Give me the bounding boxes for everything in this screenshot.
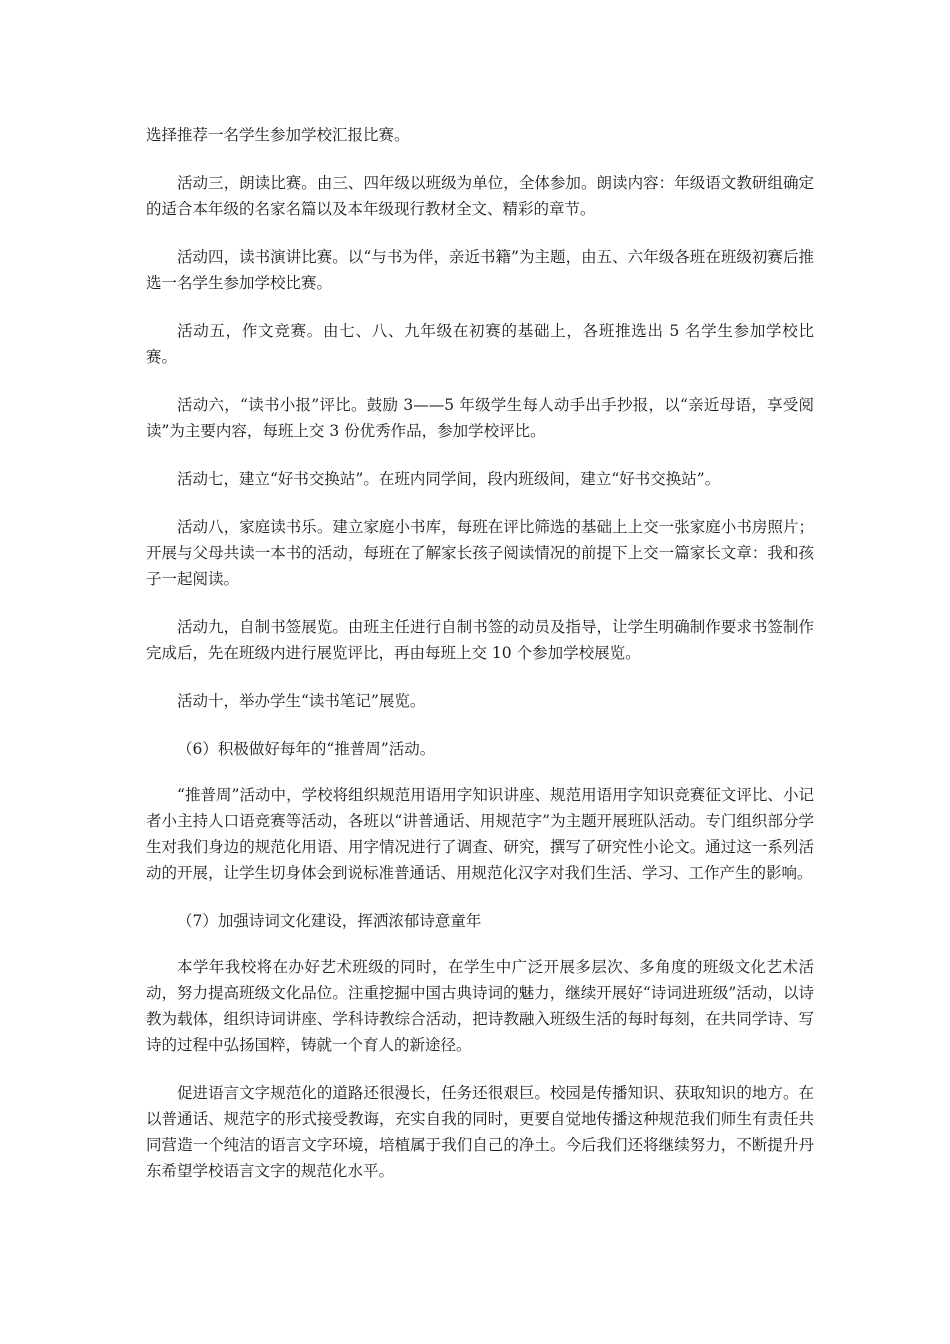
paragraph-activity-5: 活动五，作文竞赛。由七、八、九年级在初赛的基础上，各班推选出 5 名学生参加学校比赛。 bbox=[146, 322, 814, 366]
paragraph-conclusion: 促进语言文字规范化的道路还很漫长，任务还很艰巨。校园是传播知识、获取知识的地方。在以普通话、规范字的形式接受教诲，充实自我的同时，更要自觉地传播这种规范我们师生有责任共同营造一个纯洁的语言文字环境，培植属于我们自己的净土。今后我们还将继续努力，不断提升丹东希望学校语言文字的规范化水平。 bbox=[146, 1084, 814, 1180]
section-heading-6: （6）积极做好每年的“推普周”活动。 bbox=[177, 740, 436, 758]
document-page bbox=[146, 122, 814, 1206]
paragraph-activity-9: 活动九，自制书签展览。由班主任进行自制书签的动员及指导，让学生明确制作要求书签制作完成后，先在班级内进行展览评比，再由每班上交 10 个参加学校展览。 bbox=[146, 618, 814, 662]
paragraph-activity-10: 活动十，举办学生“读书笔记”展览。 bbox=[177, 692, 426, 710]
paragraph-intro: 选择推荐一名学生参加学校汇报比赛。 bbox=[146, 126, 410, 144]
paragraph-activity-8: 活动八，家庭读书乐。建立家庭小书库，每班在评比筛选的基础上上交一张家庭小书房照片；开展与父母共读一本书的活动，每班在了解家长孩子阅读情况的前提下上交一篇家长文章：我和孩子一起阅读。 bbox=[146, 518, 814, 588]
paragraph-activity-6: 活动六，“读书小报”评比。鼓励 3——5 年级学生每人动手出手抄报，以“亲近母语，享受阅读”为主要内容，每班上交 3 份优秀作品，参加学校评比。 bbox=[146, 396, 814, 440]
paragraph-activity-7: 活动七，建立“好书交换站”。在班内同学间，段内班级间，建立“好书交换站”。 bbox=[177, 470, 721, 488]
section-heading-7: （7）加强诗词文化建设，挥洒浓郁诗意童年 bbox=[177, 912, 482, 930]
paragraph-activity-3: 活动三，朗读比赛。由三、四年级以班级为单位，全体参加。朗读内容：年级语文教研组确定的适合本年级的名家名篇以及本年级现行教材全文、精彩的章节。 bbox=[146, 174, 814, 218]
paragraph-activity-4: 活动四，读书演讲比赛。以“与书为伴，亲近书籍”为主题，由五、六年级各班在班级初赛后推选一名学生参加学校比赛。 bbox=[146, 248, 814, 292]
paragraph-putonghua-week: “推普周”活动中，学校将组织规范用语用字知识讲座、规范用语用字知识竞赛征文评比、小记者小主持人口语竞赛等活动，各班以“讲普通话、用规范字”为主题开展班队活动。专门组织部分学生对我们身边的规范化用语、用字情况进行了调查、研究，撰写了研究性小论文。通过这一系列活动的开展，让学生切身体会到说标准普通话、用规范化汉字对我们生活、学习、工作产生的影响。 bbox=[146, 786, 814, 882]
paragraph-poetry-culture: 本学年我校将在办好艺术班级的同时，在学生中广泛开展多层次、多角度的班级文化艺术活动，努力提高班级文化品位。注重挖掘中国古典诗词的魅力，继续开展好“诗词进班级”活动，以诗教为载体，组织诗词讲座、学科诗教综合活动，把诗教融入班级生活的每时每刻，在共同学诗、写诗的过程中弘扬国粹，铸就一个育人的新途径。 bbox=[146, 958, 814, 1054]
